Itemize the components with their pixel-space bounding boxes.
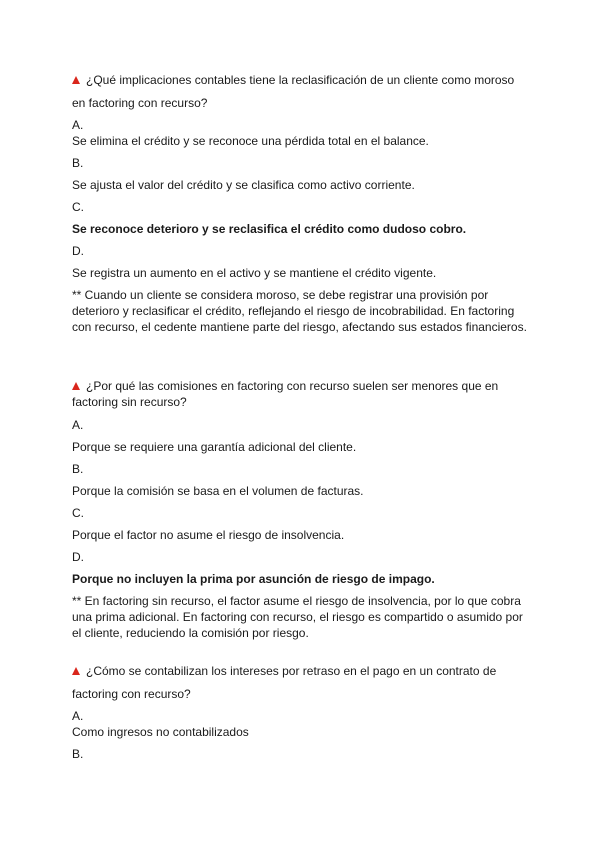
option-letter: B. bbox=[72, 156, 84, 170]
option-letter: B. bbox=[72, 462, 84, 476]
question-line: factoring con recurso? bbox=[72, 687, 191, 701]
option-text: Como ingresos no contabilizados bbox=[72, 725, 249, 739]
option-text: Porque la comisión se basa en el volumen de facturas. bbox=[72, 484, 364, 498]
option-letter: B. bbox=[72, 747, 84, 761]
correct-option-text: Se reconoce deterioro y se reclasifica el crédito como dudoso cobro. bbox=[72, 222, 467, 236]
option-letter: A. bbox=[72, 118, 84, 132]
option-letter: A. bbox=[72, 418, 84, 432]
question-text bbox=[72, 378, 532, 394]
option-text: Porque se requiere una garantía adicional del cliente. bbox=[72, 440, 357, 454]
question-line: ¿Por qué las comisiones en factoring con recurso suelen ser menores que en bbox=[86, 379, 499, 393]
question-line: ¿Qué implicaciones contables tiene la reclasificación de un cliente como moroso bbox=[86, 73, 515, 87]
option-text: Se elimina el crédito y se reconoce una pérdida total en el balance. bbox=[72, 134, 429, 148]
question-text bbox=[72, 72, 532, 88]
question-line: factoring sin recurso? bbox=[72, 395, 187, 409]
question-line: ¿Cómo se contabilizan los intereses por retraso en el pago en un contrato de bbox=[86, 664, 497, 678]
explanation-text: ** En factoring sin recurso, el factor asume el riesgo de insolvencia, por lo que cobra una prima adicional. En factoring con recurso, el riesgo es compartido o asumido por el cliente, reduciendo la comisión por riesgo. bbox=[72, 594, 523, 640]
warning-triangle-icon bbox=[72, 667, 80, 675]
option-letter: C. bbox=[72, 200, 84, 214]
warning-triangle-icon bbox=[72, 76, 80, 84]
option-text: Se ajusta el valor del crédito y se clasifica como activo corriente. bbox=[72, 178, 415, 192]
warning-triangle-icon bbox=[72, 382, 80, 390]
question-line: en factoring con recurso? bbox=[72, 96, 208, 110]
option-letter: D. bbox=[72, 550, 84, 564]
correct-option-text: Porque no incluyen la prima por asunción de riesgo de impago. bbox=[72, 572, 435, 586]
question-text bbox=[72, 663, 532, 679]
explanation-text: ** Cuando un cliente se considera moroso, se debe registrar una provisión por deterioro y reclasificar el crédito, reflejando el riesgo de incobrabilidad. En factoring con recurso, el cedente mantiene parte del riesgo, afectando sus estados financieros. bbox=[72, 288, 527, 334]
option-letter: D. bbox=[72, 244, 84, 258]
option-letter: C. bbox=[72, 506, 84, 520]
option-text: Se registra un aumento en el activo y se mantiene el crédito vigente. bbox=[72, 266, 437, 280]
option-letter: A. bbox=[72, 709, 84, 723]
option-text: Porque el factor no asume el riesgo de insolvencia. bbox=[72, 528, 345, 542]
